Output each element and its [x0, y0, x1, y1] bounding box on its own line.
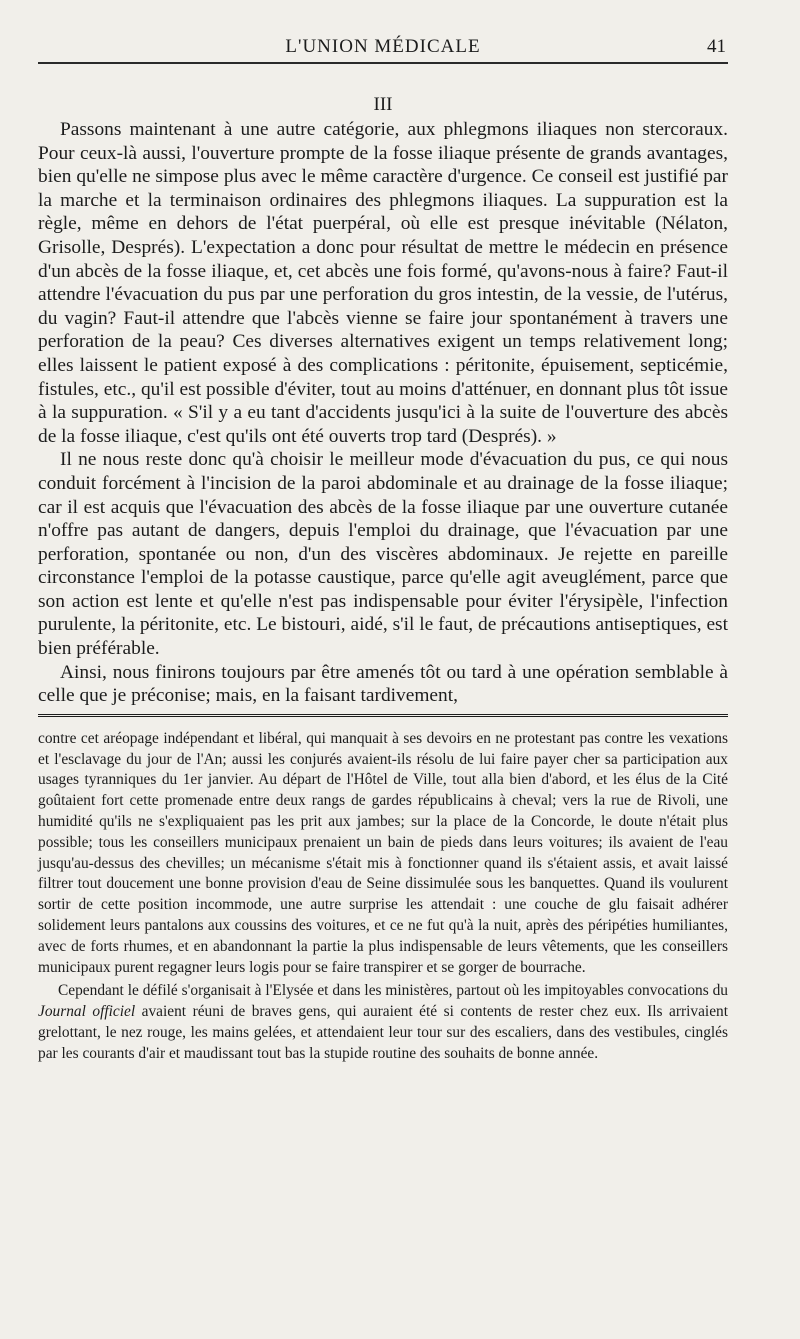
page [38, 28, 728, 1065]
main-article [38, 118, 728, 708]
feuilleton-paragraph [38, 981, 728, 1064]
feuilleton-divider [38, 714, 728, 717]
section-number: III [373, 94, 393, 115]
page-number: 41 [707, 36, 726, 57]
feuilleton-paragraph: contre cet aréopage indépendant et libéral, qui manquait à ses devoirs en ne protestant pas contre les vexations et l'esclavage du jour de l'An; aussi les conjurés avaient-ils résolu de lui faire payer cher sa participation aux usages tyranniques du 1er janvier. Au départ de l'Hôtel de Ville, tout alla bien d'abord, et les élus de la Cité goûtaient fort cette promenade entre deux rangs de gardes républicains à cheval; vers la rue de Rivoli, une humidité qu'ils ne s'expliquaient pas les prit aux jambes; sur la place de la Concorde, le doute n'était plus possible; tous les conseillers municipaux prenaient un bain de pieds dans leurs voitures; ils avaient de l'eau jusqu'au-dessus des chevilles; un mécanisme s'était mis à fonctionner quand ils s'étaient assis, et avait laissé filtrer tout doucement une bonne provision d'eau de Seine dissimulée sous les banquettes. Quand ils voulurent sortir de cette position incommode, une autre surprise les attendait : une couche de glu faisait adhérer solidement leurs pantalons aux coussins des voitures, et ce ne fut qu'à la nuit, après des péripéties humiliantes, avec de forts rhumes, et en abandonnant la partie la plus indispensable de leurs vêtements, que les conseillers municipaux purent regagner leurs logis pour se faire transpirer et se gorger de bourrache. [38, 729, 728, 976]
text-span: avaient réuni de braves gens, qui auraient été si contents de rester chez eux. Ils arrivaient grelottant, le nez rouge, les mains gelées, et attendaient leur tour sur des escaliers, dans des vestibules, cinglés par les courants d'air et maudissant tout bas la stupide routine des souhaits de bonne année. [38, 1003, 728, 1062]
paragraph: Ainsi, nous finirons toujours par être amenés tôt ou tard à une opération semblable à celle que je préconise; mais, en la faisant tardivement, [38, 661, 728, 707]
text-span: Cependant le défilé s'organisait à l'Elysée et dans les ministères, partout où les impitoyables convocations du [58, 982, 728, 1000]
running-header [38, 28, 728, 64]
paragraph: Il ne nous reste donc qu'à choisir le meilleur mode d'évacuation du pus, ce qui nous conduit forcément à l'incision de la paroi abdominale et au drainage de la fosse iliaque; car il est acquis que l'évacuation des abcès de la fosse iliaque par une ouverture cutanée n'offre pas autant de dangers, depuis l'emploi du drainage, que l'évacuation par une perforation, spontanée ou non, d'un des viscères abdominaux. Je rejette en pareille circonstance l'emploi de la potasse caustique, parce qu'elle agit aveuglément, parce que son action est lente et qu'elle n'est pas indispensable pour éviter l'érysipèle, l'infection purulente, la péritonite, etc. Le bistouri, aidé, s'il le faut, de précautions antiseptiques, est bien préférable. [38, 449, 728, 660]
journal-title: L'UNION MÉDICALE [285, 36, 481, 57]
feuilleton-section [38, 729, 728, 1065]
journal-name: Journal officiel [38, 1003, 136, 1021]
paragraph: Passons maintenant à une autre catégorie, aux phlegmons iliaques non stercoraux. Pour ceux-là aussi, l'ouverture prompte de la fosse iliaque présente de grands avantages, bien qu'elle ne simpose plus avec le même caractère d'urgence. Ce conseil est justifié par la marche et la terminaison ordinaires des phlegmons iliaques. La suppuration est la règle, même en dehors de l'état puerpéral, où elle est presque inévitable (Nélaton, Grisolle, Després). L'expectation a donc pour résultat de mettre le médecin en présence d'un abcès de la fosse iliaque, et, cet abcès une fois formé, qu'avons-nous à faire? Faut-il attendre l'évacuation du pus par une perforation du gros intestin, de la vessie, de l'utérus, du vagin? Faut-il attendre que l'abcès vienne se faire jour spontanément à travers une perforation de la peau? Ces diverses alternatives exigent un temps relativement long; elles laissent le patient exposé à des complications : péritonite, épuisement, septicémie, fistules, etc., qu'il est possible d'éviter, tout au moins d'atténuer, en donnant plus tôt issue à la suppuration. « S'il y a eu tant d'accidents jusqu'ici à la suite de l'ouverture des abcès de la fosse iliaque, c'est qu'ils ont été ouverts trop tard (Després). » [38, 119, 728, 447]
